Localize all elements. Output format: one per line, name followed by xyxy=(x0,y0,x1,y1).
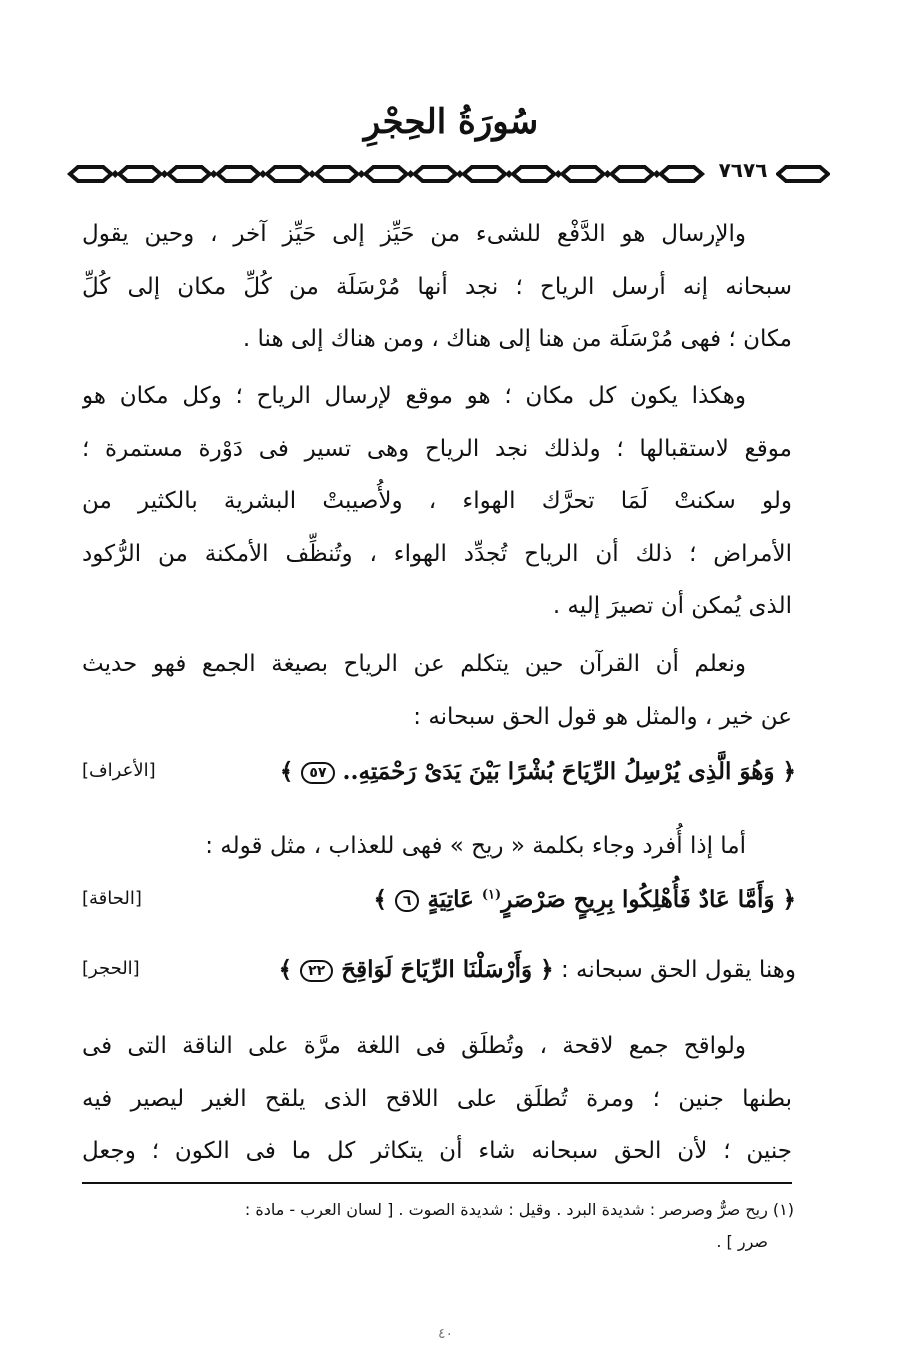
paragraph-line: سبحانه إنه أرسل الرياح ؛ نجد أنها مُرْسَلَة من كُلِّ مكان إلى كُلِّ xyxy=(82,273,792,300)
paragraph-line: ولواقح جمع لاقحة ، وتُطلَق فى اللغة مرَّة على الناقة التى فى xyxy=(82,1033,746,1059)
ayah-number: ٢٢ xyxy=(300,960,333,982)
paragraph-line: والإرسال هو الدَّفْع للشىء من حَيِّز إلى حَيِّز آخر ، وحين يقول xyxy=(82,221,746,247)
verse-text: ﴿ وَأَرْسَلْنَا الرِّيَاحَ لَوَاقِحَ ٢٢ ﴾ xyxy=(278,956,554,983)
ayah-number: ٦ xyxy=(395,890,420,912)
quran-verse-araf xyxy=(82,758,796,806)
paragraph-line: جنين ؛ لأن الحق سبحانه شاء أن يتكاثر كل ما فى الكون ؛ وجعل xyxy=(82,1138,792,1165)
footnote-line: (١) ريح صرٌّ وصرصر : شديدة البرد . وقيل : شديدة الصوت . [ لسان العرب - مادة : xyxy=(244,1200,794,1219)
footnote xyxy=(82,1194,794,1258)
paragraph-line: بطنها جنين ؛ ومرة تُطلَق على اللاقح الذى يلقح الغير ليصير فيه xyxy=(82,1085,792,1112)
chain-link xyxy=(70,167,111,181)
verse-reference: [الحاقة] xyxy=(82,888,142,909)
paragraph-line: الأمراض ؛ ذلك أن الرياح تُجدِّد الهواء ، وتُنظِّف الأمكنة من الرُّكود xyxy=(82,540,792,567)
footnote-marker: (١) xyxy=(481,887,502,903)
ayah-number: ٥٧ xyxy=(301,762,334,784)
paragraph-line: موقع لاستقبالها ؛ ولذلك نجد الرياح وهى تسير فى دَوْرة مستمرة ؛ xyxy=(82,435,792,462)
paragraph-4 xyxy=(82,820,792,873)
paragraph-line: وهكذا يكون كل مكان ؛ هو موقع لإرسال الرياح ؛ وكل مكان هو xyxy=(82,383,746,409)
chain-link xyxy=(267,167,308,181)
paragraph-line: عن خير ، والمثل هو قول الحق سبحانه : xyxy=(413,703,792,730)
decorative-chain-border xyxy=(66,160,706,188)
paragraph-line: ونعلم أن القرآن حين يتكلم عن الرياح بصيغة الجمع فهو حديث xyxy=(82,651,746,677)
page-number: ٧٦٧٦ xyxy=(718,158,768,182)
chain-link xyxy=(661,167,702,181)
quran-verse-hijr xyxy=(82,956,796,1004)
footnote-line: صرر ] . xyxy=(716,1232,768,1251)
footnote-separator xyxy=(82,1182,792,1184)
chain-link xyxy=(168,167,209,181)
paragraph-2 xyxy=(82,370,792,633)
chain-link xyxy=(365,167,406,181)
paragraph-3 xyxy=(82,638,792,743)
paragraph-1 xyxy=(82,208,792,366)
chain-link xyxy=(464,167,505,181)
chain-link xyxy=(562,167,603,181)
verse-text: ﴿ وَأَمَّا عَادٌ فَأُهْلِكُوا بِرِيحٍ صَرْصَرٍ$^{(١)}$ عَاتِيَةٍ ٦ ﴾ xyxy=(373,886,796,913)
quran-verse-haqqa xyxy=(82,886,796,934)
chain-link xyxy=(513,167,554,181)
chain-link xyxy=(415,167,456,181)
verse-reference: [الأعراف] xyxy=(82,760,156,781)
chain-link xyxy=(316,167,357,181)
chain-link xyxy=(119,167,160,181)
decorative-chain-end xyxy=(776,160,830,188)
verse-reference: [الحجر] xyxy=(82,958,140,979)
chain-link xyxy=(218,167,259,181)
paragraph-line: الذى يُمكن أن تصيرَ إليه . xyxy=(552,593,792,620)
verse-line xyxy=(279,956,796,983)
verse-text: ﴿ وَهُوَ الَّذِى يُرْسِلُ الرِّيَاحَ بُشْرًا بَيْنَ يَدَىْ رَحْمَتِهِ.. ٥٧ ﴾ xyxy=(279,758,796,785)
chain-link xyxy=(612,167,653,181)
surah-title: سُورَةُ الحِجْرِ xyxy=(363,102,539,142)
verse-lead-text: وهنا يقول الحق سبحانه : xyxy=(553,957,796,983)
paragraph-5 xyxy=(82,1020,792,1178)
paragraph-line: مكان ؛ فهى مُرْسَلَة من هنا إلى هناك ، ومن هناك إلى هنا . xyxy=(242,326,792,353)
bottom-mark: ٤٠ xyxy=(438,1326,454,1342)
paragraph-line: أما إذا أُفرد وجاء بكلمة « ريح » فهى للعذاب ، مثل قوله : xyxy=(205,833,746,859)
paragraph-line: ولو سكنتْ لَمَا تحرَّك الهواء ، ولأُصيبتْ البشرية بالكثير من xyxy=(82,488,792,515)
